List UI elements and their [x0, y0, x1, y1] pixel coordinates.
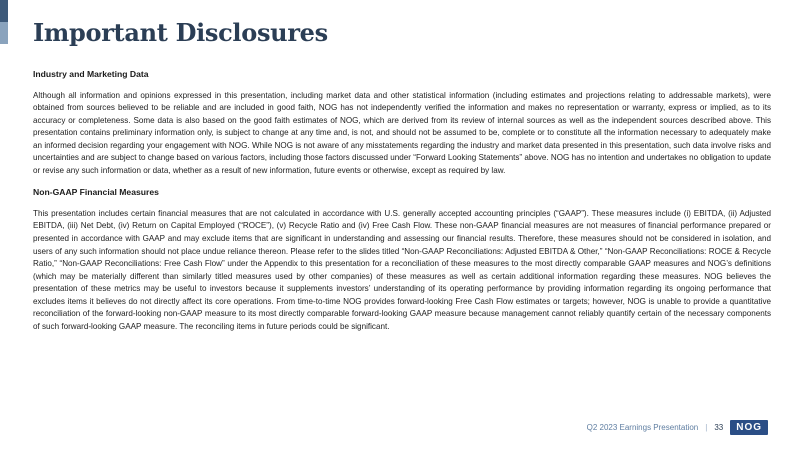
accent-bar-dark [0, 0, 8, 22]
footer-separator: | [705, 423, 708, 432]
section-body-industry: Although all information and opinions expressed in this presentation, including market data and other statistical information (including estimates and projections relating to addressable markets), were obtained from sources believed to be reliable and are included in good faith, NOG has not independently verified the information and makes no representation or warranty, express or implied, as to its accuracy or completeness. Some data is also based on the good faith estimates of NOG, which are derived from its review of internal sources as well as the independent sources described above. This presentation contains preliminary information only, is subject to change at any time and, is not, and should not be assumed to be, complete or to constitute all the information necessary to adequately make an informed decision regarding your engagement with NOG. While NOG is not aware of any misstatements regarding the industry and market data presented in this presentation, such data involve risks and uncertainties and are subject to change based on various factors, including those factors discussed under “Forward Looking Statements” above. NOG has no intention and undertakes no obligation to update or revise any such information or data, whether as a result of new information, future events or otherwise, except as required by law. [33, 90, 771, 175]
accent-bar [0, 0, 8, 44]
footer [587, 420, 768, 435]
accent-bar-light [0, 22, 8, 44]
nog-logo: NOG [730, 420, 768, 435]
section-heading-non-gaap: Non-GAAP Financial Measures [33, 187, 159, 198]
disclosure-content [33, 68, 771, 342]
footer-presentation-label: Q2 2023 Earnings Presentation [586, 423, 699, 432]
page-title: Important Disclosures [33, 18, 328, 47]
page-number: 33 [714, 423, 724, 432]
section-body-non-gaap: This presentation includes certain financial measures that are not calculated in accordance with U.S. generally accepted accounting principles (“GAAP”). These measures include (i) EBITDA, (ii) Adjusted EBITDA, (iii) Net Debt, (iv) Return on Capital Employed (“ROCE”), (v) Recycle Ratio and (iv) Free Cash Flow. These non-GAAP financial measures are not measures of financial performance prepared or presented in accordance with GAAP and may exclude items that are significant in understanding and assessing our financial results. Therefore, these measures should not be considered in isolation, and users of any such information should not place undue reliance thereon. Please refer to the slides titled “Non-GAAP Reconciliations: Adjusted EBITDA & Other,” “Non-GAAP Reconciliations: ROCE & Recycle Ratio,” “Non-GAAP Reconciliations: Free Cash Flow” under the Appendix to this presentation for a reconciliation of these measures to the most directly comparable GAAP measures and NOG’s definitions (which may be materially different than similarly titled measures used by other companies) of these measures as well as certain additional information regarding these measures. NOG believes the presentation of these metrics may be useful to investors because it supplements investors’ understanding of its operating performance by providing information regarding its ongoing performance that excludes items it believes do not directly affect its core operations. From time-to-time NOG provides forward-looking Free Cash Flow estimates or targets; however, NOG is unable to provide a quantitative reconciliation of the forward-looking non-GAAP measure to its most directly comparable forward-looking GAAP measure because management cannot reliably quantify certain of the necessary components of such forward-looking GAAP measure. The reconciling items in future periods could be significant. [33, 208, 771, 331]
section-heading-industry: Industry and Marketing Data [33, 69, 149, 79]
